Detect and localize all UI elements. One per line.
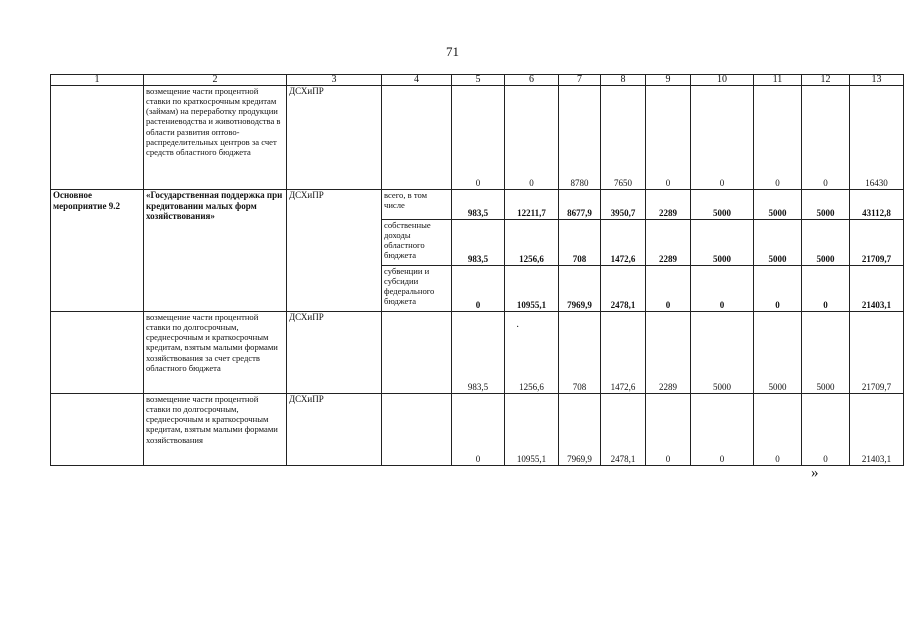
col-header: 11: [754, 75, 802, 86]
value-cell: 2289: [646, 312, 691, 394]
col-header: 6: [505, 75, 559, 86]
value-cell: 5000: [802, 312, 850, 394]
table-row: [51, 86, 904, 190]
value-cell: 1256,6: [505, 220, 559, 266]
source-cell: [382, 312, 452, 394]
table-row: [51, 312, 904, 394]
value-cell: 21403,1: [850, 266, 904, 312]
value-cell: 12211,7: [505, 190, 559, 220]
value-cell: 5000: [691, 312, 754, 394]
value-cell: 0: [452, 86, 505, 190]
event-title: «Государственная поддержка при кредитовании малых форм хозяйствования»: [144, 190, 287, 312]
value-cell: 5000: [691, 190, 754, 220]
value-cell: 0: [691, 266, 754, 312]
table-row: [51, 190, 904, 220]
value-cell: 21709,7: [850, 312, 904, 394]
col-header: 12: [802, 75, 850, 86]
value-cell: 8677,9: [559, 190, 601, 220]
value-cell: 0: [691, 86, 754, 190]
col-header: 2: [144, 75, 287, 86]
event-cell: [51, 394, 144, 466]
value-cell: 16430: [850, 86, 904, 190]
header-row: [51, 75, 904, 86]
value-cell: 0: [691, 394, 754, 466]
executor-cell: ДСХиПР: [287, 190, 382, 312]
col-header: 9: [646, 75, 691, 86]
source-label: всего, в том числе: [382, 190, 452, 220]
value-cell: 5000: [754, 190, 802, 220]
event-name: Основное мероприятие 9.2: [51, 190, 144, 312]
page-number: 71: [446, 44, 459, 59]
value-cell: 0: [802, 266, 850, 312]
value-cell: 10955,1: [505, 266, 559, 312]
value-cell: 5000: [691, 220, 754, 266]
source-cell: [382, 394, 452, 466]
value-cell: 0: [802, 86, 850, 190]
table-row: [51, 394, 904, 466]
value-cell: 3950,7: [601, 190, 646, 220]
value-cell: 0: [646, 394, 691, 466]
value-cell: 21403,1: [850, 394, 904, 466]
value-cell: 43112,8: [850, 190, 904, 220]
value-cell: 8780: [559, 86, 601, 190]
value-cell: 7650: [601, 86, 646, 190]
value-cell: 5000: [802, 190, 850, 220]
scan-speck: ·: [516, 322, 520, 333]
col-header: 4: [382, 75, 452, 86]
value-cell: 2289: [646, 190, 691, 220]
value-cell: 983,5: [452, 312, 505, 394]
value-cell: 983,5: [452, 220, 505, 266]
col-header: 10: [691, 75, 754, 86]
executor-cell: ДСХиПР: [287, 86, 382, 190]
row-description: возмещение части процентной ставки по долгосрочным, среднесрочным и краткосрочным кредитам, взятым малыми формами хозяйствования за счет средств областного бюджета: [144, 312, 287, 394]
value-cell: 5000: [754, 220, 802, 266]
col-header: 13: [850, 75, 904, 86]
value-cell: 5000: [802, 220, 850, 266]
value-cell: 5000: [754, 312, 802, 394]
value-cell: 708: [559, 312, 601, 394]
source-label: собственные доходы областного бюджета: [382, 220, 452, 266]
source-label: субвенции и субсидии федерального бюджета: [382, 266, 452, 312]
value-cell: 0: [802, 394, 850, 466]
col-header: 1: [51, 75, 144, 86]
value-cell: 2478,1: [601, 266, 646, 312]
event-cell: [51, 312, 144, 394]
value-cell: 1256,6: [505, 312, 559, 394]
executor-cell: ДСХиПР: [287, 394, 382, 466]
event-cell: [51, 86, 144, 190]
value-cell: 0: [754, 86, 802, 190]
value-cell: 0: [646, 266, 691, 312]
value-cell: 1472,6: [601, 220, 646, 266]
row-description: возмещение части процентной ставки по долгосрочным, среднесрочным и краткосрочным кредитам, взятым малыми формами хозяйствования: [144, 394, 287, 466]
value-cell: 0: [646, 86, 691, 190]
value-cell: 0: [754, 394, 802, 466]
row-description: возмещение части процентной ставки по краткосрочным кредитам (займам) на переработку продукции растениеводства и животноводства в области развития оптово-распределительных центров за счет средств областного бюджета: [144, 86, 287, 190]
value-cell: 1472,6: [601, 312, 646, 394]
value-cell: 2289: [646, 220, 691, 266]
value-cell: 0: [452, 266, 505, 312]
value-cell: 2478,1: [601, 394, 646, 466]
col-header: 3: [287, 75, 382, 86]
value-cell: 10955,1: [505, 394, 559, 466]
value-cell: 21709,7: [850, 220, 904, 266]
closing-quote: »: [811, 465, 819, 481]
value-cell: 0: [505, 86, 559, 190]
budget-table: [50, 74, 904, 466]
value-cell: 7969,9: [559, 266, 601, 312]
executor-cell: ДСХиПР: [287, 312, 382, 394]
value-cell: 983,5: [452, 190, 505, 220]
value-cell: 0: [754, 266, 802, 312]
col-header: 7: [559, 75, 601, 86]
col-header: 8: [601, 75, 646, 86]
value-cell: 0: [452, 394, 505, 466]
value-cell: 7969,9: [559, 394, 601, 466]
source-cell: [382, 86, 452, 190]
col-header: 5: [452, 75, 505, 86]
value-cell: 708: [559, 220, 601, 266]
